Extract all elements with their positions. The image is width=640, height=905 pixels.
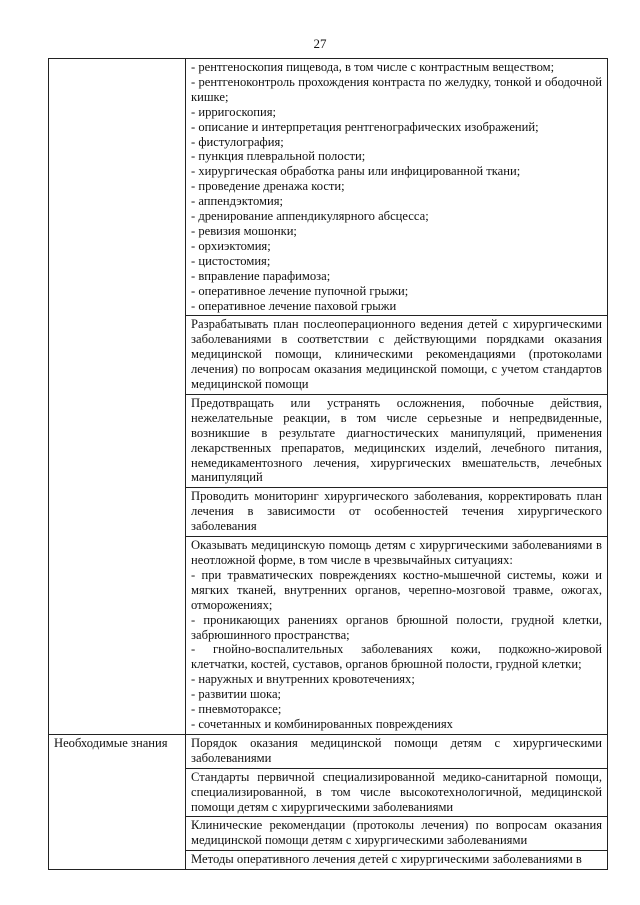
list-item: - рентгеноконтроль прохождения контраста по желудку, тонкой и ободочной кишке; [191,74,602,104]
list-item: - развитии шока; [191,687,282,702]
table-cell-label [49,59,186,735]
table-row [49,734,608,768]
list-item: - проникающих ранениях органов брюшной полости, грудной клетки, забрюшинного пространства; [191,612,602,642]
list-item: - аппендэктомия; [191,194,284,209]
list-item: - фистулография; [191,134,284,149]
table-cell-content [186,537,608,735]
table-cell-content [186,59,608,316]
list-item: - описание и интерпретация рентгенографических изображений; [191,119,539,134]
list-item: - сочетанных и комбинированных повреждениях [191,716,453,731]
table-cell-content: Клинические рекомендации (протоколы лечения) по вопросам оказания медицинской помощи детям с хирургическими заболеваниями [186,817,608,851]
list-item: - при травматических повреждениях костно-мышечной системы, кожи и мягких тканей, внутренних органов, черепно-мозговой травме, ожогах, отморожениях; [191,567,602,612]
list-item: - пневмотораксе; [191,702,282,717]
page-number: 27 [313,36,327,51]
list-item: - гнойно-воспалительных заболеваниях кожи, подкожно-жировой клетчатки, костей, суставов, органов брюшной полости, грудной клетки; [191,642,602,672]
section-label-required-knowledge: Необходимые знания [49,734,186,869]
table-cell-content: Методы оперативного лечения детей с хирургическими заболеваниями в [186,851,608,870]
table-cell-content: Разрабатывать план послеоперационного ведения детей с хирургическими заболеваниями в соответствии с действующими порядками оказания медицинской помощи, клиническими рекомендациями (протоколами лечения) по вопросам оказания медицинской помощи, с учетом стандартов медицинской помощи [186,316,608,395]
list-item: - ирригоскопия; [191,104,277,119]
list-item: - цистостомия; [191,253,271,268]
table-cell-content: Стандарты первичной специализированной медико-санитарной помощи, специализированной, в том числе высокотехнологичной, медицинской помощи детям с хирургическими заболеваниями [186,768,608,817]
table-cell-content: Предотвращать или устранять осложнения, побочные действия, нежелательные реакции, в том числе серьезные и непредвиденные, возникшие в результате диагностических манипуляций, применения лекарственных препаратов, медицинских изделий, лечебного питания, немедикаментозного лечения, хирургических вмешательств, лечебных манипуляций [186,394,608,487]
list-item: - наружных и внутренних кровотечениях; [191,672,415,687]
list-item: - дренирование аппендикулярного абсцесса; [191,209,429,224]
list-item: Оказывать медицинскую помощь детям с хирургическими заболеваниями в неотложной форме, в том числе в чрезвычайных ситуациях: [191,538,602,567]
table-cell-content: Порядок оказания медицинской помощи детям с хирургическими заболеваниями [186,734,608,768]
list-item: - вправление парафимоза; [191,268,331,283]
list-item: - хирургическая обработка раны или инфицированной ткани; [191,164,521,179]
list-item: - проведение дренажа кости; [191,179,345,194]
list-item: - рентгеноскопия пищевода, в том числе с контрастным веществом; [191,60,555,74]
list-item: - оперативное лечение пупочной грыжи; [191,283,409,298]
table-row [49,59,608,316]
table-cell-content: Проводить мониторинг хирургического заболевания, корректировать план лечения в зависимости от особенностей течения хирургического заболевания [186,488,608,537]
list-item: - ревизия мошонки; [191,223,297,238]
list-item: - оперативное лечение паховой грыжи [191,298,397,313]
requirements-table [48,58,608,870]
list-item: - пункция плевральной полости; [191,149,366,164]
list-item: - орхиэктомия; [191,238,271,253]
